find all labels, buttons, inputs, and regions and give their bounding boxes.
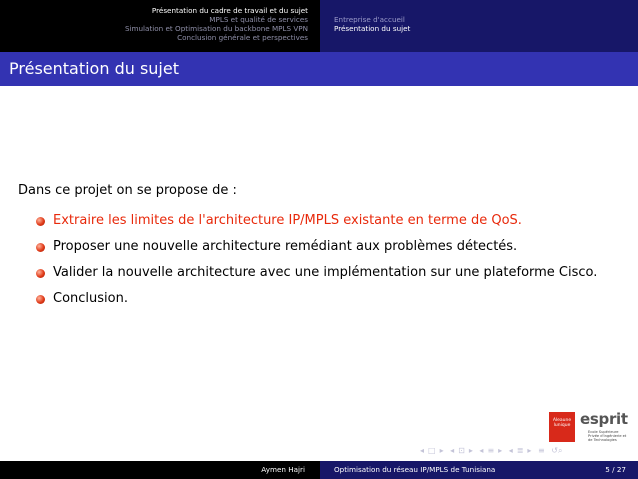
nav-section-3[interactable]: Simulation et Optimisation du backbone MPLS VPN (124, 24, 308, 33)
bullet-text: Extraire les limites de l'architecture IP/MPLS existante en terme de QoS. (53, 213, 522, 228)
footer-left (0, 461, 320, 479)
subsection-navigation (320, 0, 638, 52)
bullet-item (36, 212, 597, 238)
slide-title: Présentation du sujet (9, 59, 179, 78)
slide-title-bar (0, 52, 638, 86)
esprit-logo-tagline: Ecole Supérieure Privée d'Ingénierie et de Technologies (588, 430, 627, 443)
bullet-icon (36, 295, 45, 304)
nav-section-2[interactable]: MPLS et qualité de services (209, 15, 308, 24)
nav-subsection-2[interactable]: Présentation du sujet (334, 24, 411, 33)
frame-prev-icon[interactable]: ◂ (420, 446, 425, 455)
section-prev-icon[interactable]: ◂ (479, 446, 484, 455)
document-next-icon[interactable]: ▸ (527, 446, 532, 455)
bullet-item (36, 238, 597, 264)
frame-next-icon[interactable]: ▸ (439, 446, 444, 455)
bullet-text: Valider la nouvelle architecture avec une implémentation sur une plateforme Cisco. (53, 265, 598, 280)
partner-logo (549, 412, 575, 442)
align-icon[interactable]: ≡ (537, 446, 545, 455)
bullet-item (36, 290, 597, 316)
beamer-navigation-symbols (420, 445, 630, 457)
section-next-icon[interactable]: ▸ (498, 446, 503, 455)
bullet-text: Proposer une nouvelle architecture remédiant aux problèmes détectés. (53, 239, 518, 254)
esprit-logo (580, 410, 630, 446)
frame-icon[interactable]: □ (428, 446, 436, 455)
nav-section-4[interactable]: Conclusion générale et perspectives (177, 33, 308, 42)
esprit-logo-name: esprit (580, 410, 628, 428)
bullet-icon (36, 269, 45, 278)
footer-bar (0, 461, 638, 479)
bullet-icon (36, 243, 45, 252)
bullet-item (36, 264, 597, 290)
intro-text: Dans ce projet on se propose de : (18, 183, 237, 198)
subsection-prev-icon[interactable]: ◂ (450, 446, 455, 455)
section-icon[interactable]: ≡ (487, 446, 495, 455)
bullet-text: Conclusion. (53, 291, 128, 306)
footer-author: Aymen Hajri (261, 465, 305, 474)
partner-logo-text: Aleaune lunique (552, 418, 572, 428)
subsection-icon[interactable]: ⊡ (458, 446, 465, 455)
nav-subsection-1[interactable]: Entreprise d'accueil (334, 15, 405, 24)
nav-section-1[interactable]: Présentation du cadre de travail et du sujet (151, 6, 308, 15)
document-icon[interactable]: ≣ (516, 446, 524, 455)
page-number: 5 / 27 (605, 465, 626, 474)
header-bar (0, 0, 638, 52)
subsection-next-icon[interactable]: ▸ (468, 446, 473, 455)
search-icon[interactable]: ↺⌕ (551, 446, 563, 455)
bullet-icon (36, 217, 45, 226)
bullet-list (36, 212, 597, 316)
section-navigation (0, 0, 320, 52)
footer-title: Optimisation du réseau IP/MPLS de Tunisiana (334, 465, 496, 474)
footer-right (320, 461, 638, 479)
document-prev-icon[interactable]: ◂ (508, 446, 513, 455)
